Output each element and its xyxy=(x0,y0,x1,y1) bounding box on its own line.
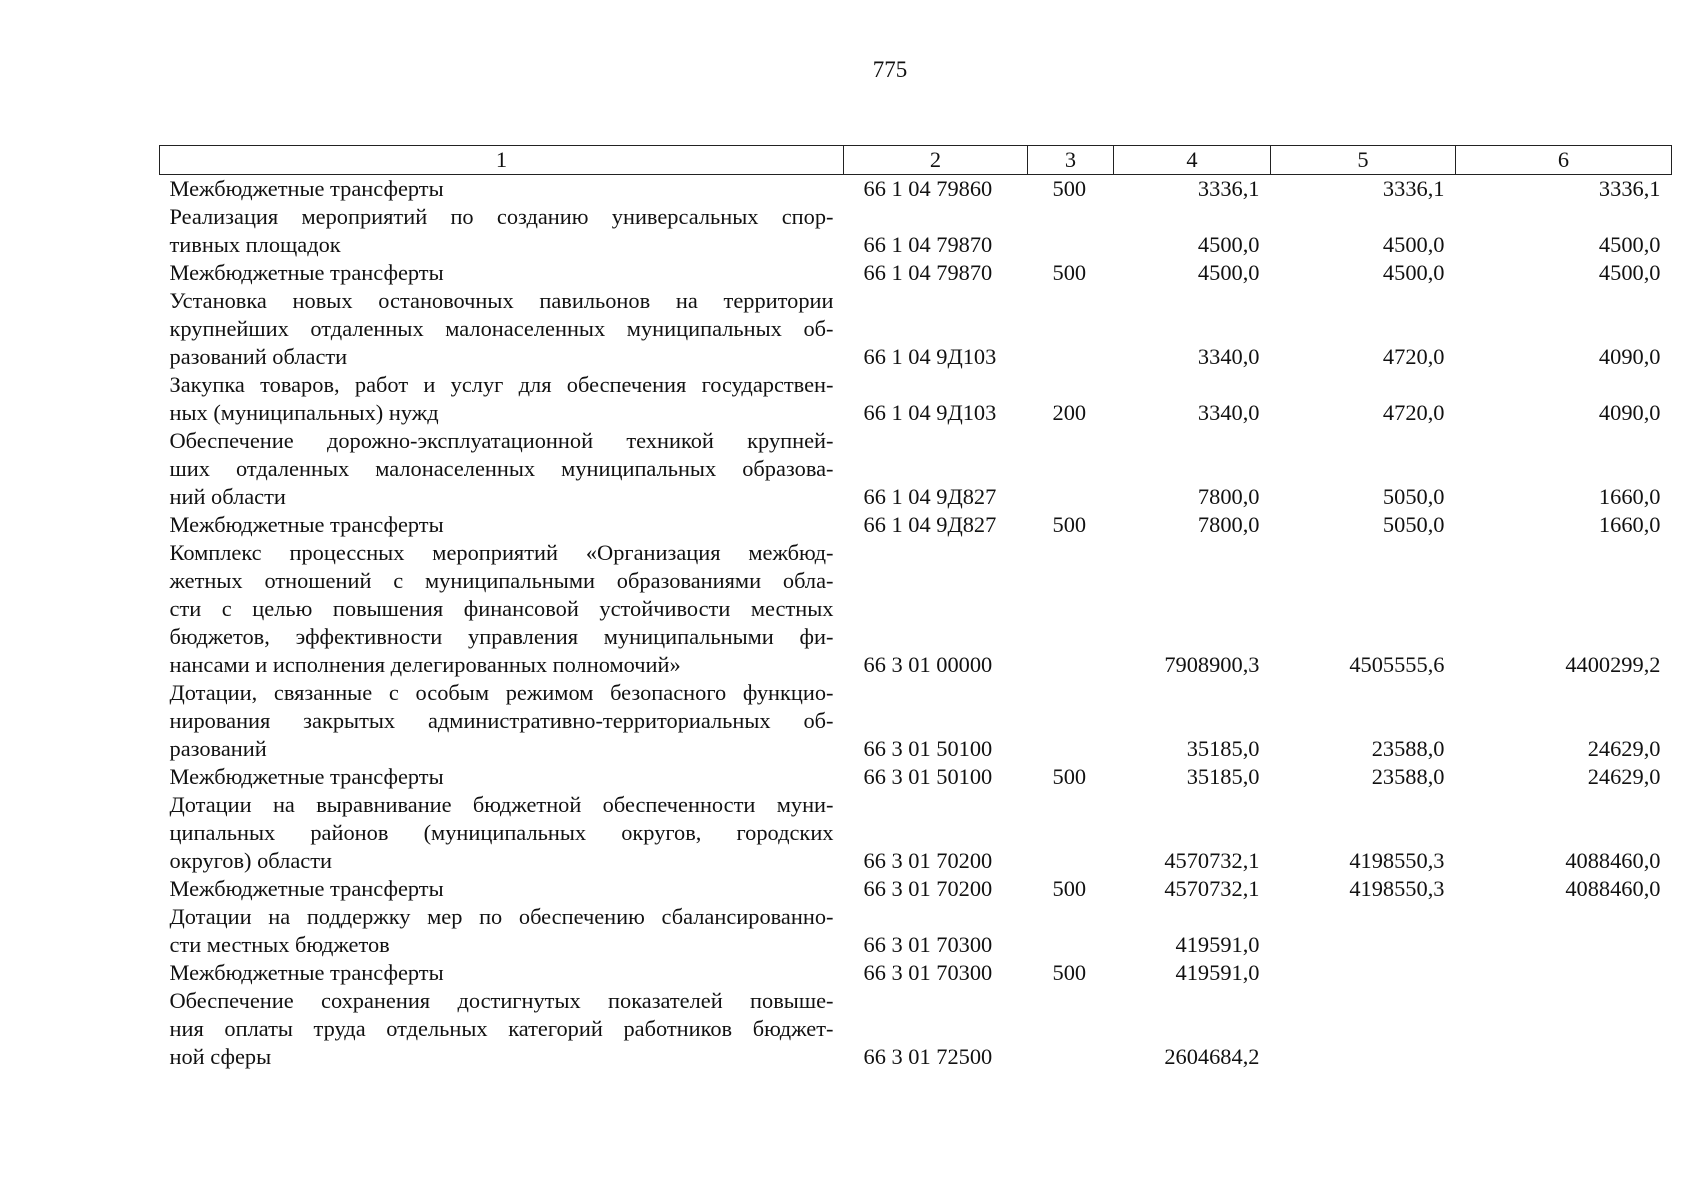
row-value-year3: 4090,0 xyxy=(1598,344,1661,369)
budget-table xyxy=(159,145,1672,1071)
row-value-year1: 3336,1 xyxy=(1197,176,1260,201)
row-value-year1: 35185,0 xyxy=(1186,764,1260,789)
row-expense-type xyxy=(1028,679,1114,763)
row-name-line: Дотации на выравнивание бюджетной обеспеченности муни- xyxy=(169,792,834,817)
row-value-year3: 4088460,0 xyxy=(1565,848,1661,873)
row-value-year2 xyxy=(1271,987,1456,1071)
row-name-line: тивных площадок xyxy=(169,232,341,257)
table-row xyxy=(160,679,1672,763)
row-name xyxy=(160,371,844,427)
table-row xyxy=(160,959,1672,987)
row-value-year1: 419591,0 xyxy=(1175,932,1260,957)
header-cell-code: 2 xyxy=(844,146,1028,175)
row-expense-type xyxy=(1028,791,1114,875)
row-expense-type xyxy=(1028,203,1114,259)
table-body xyxy=(160,175,1672,1072)
row-value-year2: 4505555,6 xyxy=(1349,652,1445,677)
row-name-line: разований xyxy=(169,736,267,761)
row-value-year2: 3336,1 xyxy=(1382,176,1445,201)
row-name-line: ний области xyxy=(169,484,286,509)
row-name xyxy=(160,763,844,791)
row-value-year2: 4500,0 xyxy=(1382,232,1445,257)
row-name xyxy=(160,287,844,371)
row-name xyxy=(160,903,844,959)
header-cell-year1: 4 xyxy=(1114,146,1271,175)
table-row xyxy=(160,427,1672,511)
row-code: 66 1 04 9Д827 xyxy=(863,512,997,537)
row-code: 66 3 01 70200 xyxy=(863,876,993,901)
row-name-line: нансами и исполнения делегированных полномочий» xyxy=(169,652,681,677)
table-row xyxy=(160,203,1672,259)
row-code: 66 1 04 9Д103 xyxy=(863,344,997,369)
row-expense-type: 500 xyxy=(1052,260,1087,285)
row-expense-type xyxy=(1028,903,1114,959)
row-value-year3: 3336,1 xyxy=(1598,176,1661,201)
row-name-line: Обеспечение дорожно-эксплуатационной техникой крупней- xyxy=(169,428,834,453)
row-name-line: бюджетов, эффективности управления муниципальными фи- xyxy=(169,624,834,649)
row-value-year3: 4088460,0 xyxy=(1565,876,1661,901)
header-cell-year3: 6 xyxy=(1456,146,1672,175)
table-row xyxy=(160,287,1672,371)
row-code: 66 3 01 50100 xyxy=(863,764,993,789)
row-expense-type: 500 xyxy=(1052,876,1087,901)
row-code: 66 3 01 00000 xyxy=(863,652,993,677)
row-name-line: нирования закрытых административно-территориальных об- xyxy=(169,708,834,733)
row-name-line: Реализация мероприятий по созданию универсальных спор- xyxy=(169,204,834,229)
row-code: 66 3 01 50100 xyxy=(863,736,993,761)
row-code: 66 3 01 70200 xyxy=(863,848,993,873)
row-name-line: сти с целью повышения финансовой устойчивости местных xyxy=(169,596,834,621)
row-name-line: жетных отношений с муниципальными образованиями обла- xyxy=(169,568,834,593)
row-value-year3: 4500,0 xyxy=(1598,260,1661,285)
row-name-line: Установка новых остановочных павильонов на территории xyxy=(169,288,834,313)
row-value-year2: 5050,0 xyxy=(1382,484,1445,509)
row-value-year2: 5050,0 xyxy=(1382,512,1445,537)
table-row xyxy=(160,791,1672,875)
row-value-year3 xyxy=(1456,903,1672,959)
row-name xyxy=(160,539,844,679)
table-row xyxy=(160,259,1672,287)
row-name-line: Межбюджетные трансферты xyxy=(169,176,444,201)
row-name-line: Закупка товаров, работ и услуг для обеспечения государствен- xyxy=(169,372,834,397)
row-value-year1: 7800,0 xyxy=(1197,484,1260,509)
row-value-year3: 4400299,2 xyxy=(1565,652,1661,677)
row-value-year1: 4570732,1 xyxy=(1164,876,1260,901)
row-expense-type xyxy=(1028,427,1114,511)
row-value-year3 xyxy=(1456,987,1672,1071)
row-name-line: Дотации на поддержку мер по обеспечению сбалансированно- xyxy=(169,904,834,929)
table-row xyxy=(160,903,1672,959)
row-value-year3: 1660,0 xyxy=(1598,512,1661,537)
row-code: 66 3 01 70300 xyxy=(863,960,993,985)
row-name-line: Межбюджетные трансферты xyxy=(169,960,444,985)
row-name-line: ной сферы xyxy=(169,1044,272,1069)
table-row xyxy=(160,539,1672,679)
row-value-year1: 7908900,3 xyxy=(1164,652,1260,677)
row-value-year2 xyxy=(1271,903,1456,959)
row-code: 66 3 01 72500 xyxy=(863,1044,993,1069)
row-name xyxy=(160,427,844,511)
row-value-year2: 4500,0 xyxy=(1382,260,1445,285)
row-value-year1: 2604684,2 xyxy=(1164,1044,1260,1069)
row-expense-type: 500 xyxy=(1052,512,1087,537)
row-code: 66 1 04 79870 xyxy=(863,232,993,257)
row-value-year1: 4570732,1 xyxy=(1164,848,1260,873)
row-name-line: Обеспечение сохранения достигнутых показателей повыше- xyxy=(169,988,834,1013)
page-number: 775 xyxy=(872,57,908,82)
row-value-year1: 4500,0 xyxy=(1197,260,1260,285)
row-value-year3: 4500,0 xyxy=(1598,232,1661,257)
row-expense-type xyxy=(1028,987,1114,1071)
row-name-line: ных (муниципальных) нужд xyxy=(169,400,439,425)
row-code: 66 1 04 79870 xyxy=(863,260,993,285)
row-value-year1: 7800,0 xyxy=(1197,512,1260,537)
row-name-line: округов) области xyxy=(169,848,332,873)
header-cell-type: 3 xyxy=(1028,146,1114,175)
row-value-year2: 4720,0 xyxy=(1382,344,1445,369)
row-name-line: крупнейших отдаленных малонаселенных муниципальных об- xyxy=(169,316,834,341)
row-code: 66 1 04 9Д103 xyxy=(863,400,997,425)
row-expense-type: 500 xyxy=(1052,764,1087,789)
row-value-year2 xyxy=(1271,959,1456,987)
row-name-line: ших отдаленных малонаселенных муниципальных образова- xyxy=(169,456,834,481)
row-name xyxy=(160,511,844,539)
table-row xyxy=(160,511,1672,539)
row-expense-type xyxy=(1028,287,1114,371)
row-value-year3 xyxy=(1456,959,1672,987)
row-expense-type: 500 xyxy=(1052,176,1087,201)
row-value-year3: 24629,0 xyxy=(1587,736,1661,761)
row-value-year3: 24629,0 xyxy=(1587,764,1661,789)
row-name-line: Дотации, связанные с особым режимом безопасного функцио- xyxy=(169,680,834,705)
row-value-year2: 4720,0 xyxy=(1382,400,1445,425)
row-value-year2: 23588,0 xyxy=(1371,764,1445,789)
row-code: 66 1 04 79860 xyxy=(863,176,993,201)
row-code: 66 3 01 70300 xyxy=(863,932,993,957)
row-value-year1: 35185,0 xyxy=(1186,736,1260,761)
row-name xyxy=(160,875,844,903)
row-name-line: ципальных районов (муниципальных округов, городских xyxy=(169,820,834,845)
table-header xyxy=(160,146,1672,175)
table-row xyxy=(160,987,1672,1071)
row-name-line: Межбюджетные трансферты xyxy=(169,260,444,285)
row-value-year2: 4198550,3 xyxy=(1349,848,1445,873)
row-name xyxy=(160,259,844,287)
row-name-line: Комплекс процессных мероприятий «Организация межбюд- xyxy=(169,540,834,565)
row-expense-type: 500 xyxy=(1052,960,1087,985)
row-expense-type xyxy=(1028,539,1114,679)
row-name-line: ния оплаты труда отдельных категорий работников бюджет- xyxy=(169,1016,834,1041)
row-name-line: Межбюджетные трансферты xyxy=(169,512,444,537)
row-value-year1: 4500,0 xyxy=(1197,232,1260,257)
table-row xyxy=(160,763,1672,791)
row-name xyxy=(160,175,844,204)
table-row xyxy=(160,371,1672,427)
row-code: 66 1 04 9Д827 xyxy=(863,484,997,509)
header-cell-name: 1 xyxy=(160,146,844,175)
row-name xyxy=(160,203,844,259)
header-cell-year2: 5 xyxy=(1271,146,1456,175)
row-value-year2: 4198550,3 xyxy=(1349,876,1445,901)
row-value-year1: 419591,0 xyxy=(1175,960,1260,985)
table-row xyxy=(160,875,1672,903)
row-value-year1: 3340,0 xyxy=(1197,400,1260,425)
row-value-year3: 1660,0 xyxy=(1598,484,1661,509)
row-value-year2: 23588,0 xyxy=(1371,736,1445,761)
row-name xyxy=(160,791,844,875)
row-name xyxy=(160,679,844,763)
row-name xyxy=(160,959,844,987)
row-value-year1: 3340,0 xyxy=(1197,344,1260,369)
table-row xyxy=(160,175,1672,204)
row-name-line: Межбюджетные трансферты xyxy=(169,764,444,789)
header-row xyxy=(160,146,1672,175)
row-name-line: разований области xyxy=(169,344,348,369)
row-name xyxy=(160,987,844,1071)
row-expense-type: 200 xyxy=(1052,400,1087,425)
row-name-line: сти местных бюджетов xyxy=(169,932,390,957)
row-value-year3: 4090,0 xyxy=(1598,400,1661,425)
row-name-line: Межбюджетные трансферты xyxy=(169,876,444,901)
